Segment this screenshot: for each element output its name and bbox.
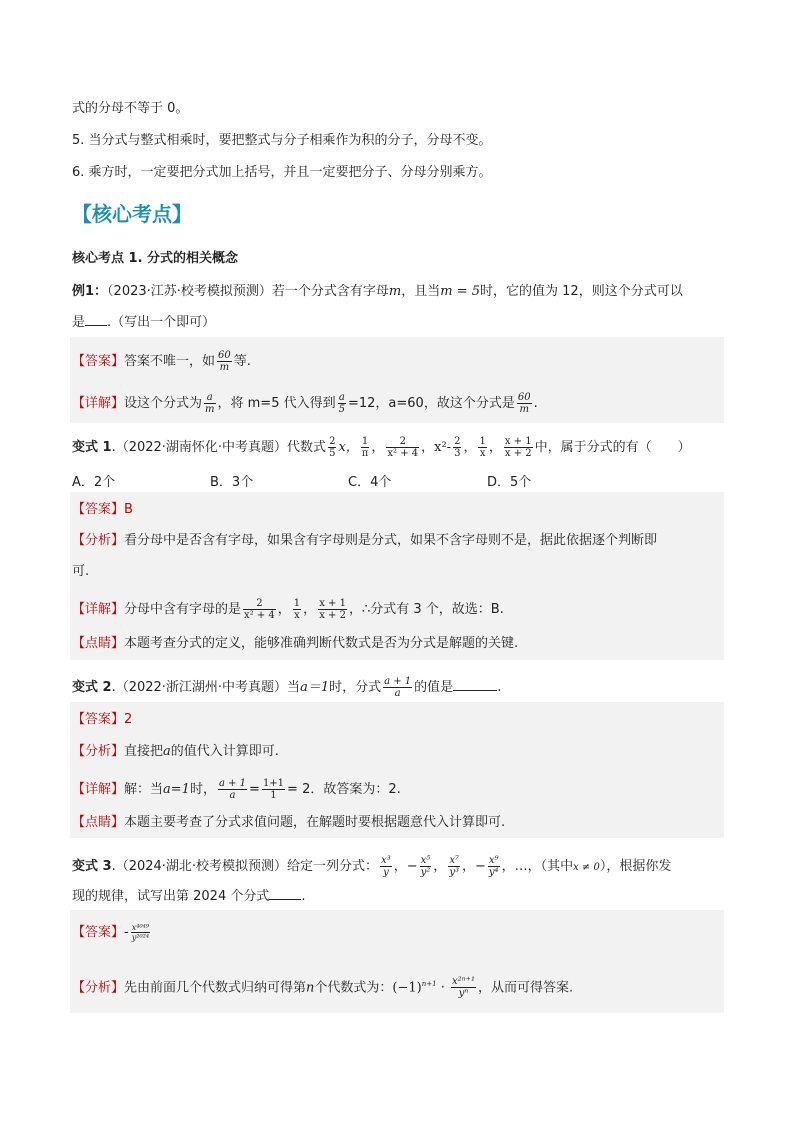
variant3-question: 变式 3.（2024·湖北·校考模拟预测）给定一列分式： $\frac{\text{x³}}{y}$ ，− $\frac{\text{x⁵}}{\text{y²}}$ ， $\frac{\text{x⁷}}{\text{y³}}$ ，− $\frac{\text{x⁹}}{\text{y⁴}}$ ，…，（其中x ≠ 0），根据你发	[72, 855, 672, 878]
variant2-comment: 【点睛】本题主要考查了分式求值问题，在解题时要根据题意代入计算即可.	[72, 815, 506, 830]
variant2-detail: 【详解】解：当a=1时， $\frac{a + 1}{a}$ = $\frac{1+1}{1}$ = 2．故答案为：2.	[72, 778, 401, 801]
variant1-answer: 【答案】B	[72, 502, 133, 517]
variant2-question: 变式 2.（2022·浙江湖州·中考真题）当a＝1时，分式 $\frac{a + 1}{a}$ 的值是 .	[72, 676, 502, 699]
example1-detail: 【详解】设这个分式为 $\frac{a}{m}$ ，将 m=5 代入得到 $\frac{a}{5}$ =12，a=60，故这个分式是 $\frac{60}{m}$ .	[72, 392, 538, 415]
variant2-analysis: 【分析】直接把a的值代入计算即可.	[72, 744, 279, 759]
subsection-title: 核心考点 1. 分式的相关概念	[72, 251, 239, 266]
example1-question-cont: 是 .（写出一个即可）	[72, 315, 216, 330]
example1-answer: 【答案】答案不唯一，如 $\frac{60}{m}$ 等.	[72, 350, 251, 373]
variant1-solution-box	[70, 492, 724, 660]
intro-line-1: 式的分母不等于 0。	[72, 101, 189, 116]
intro-line-5: 5. 当分式与整式相乘时，要把整式与分子相乘作为积的分子，分母不变。	[72, 133, 492, 148]
variant2-answer: 【答案】2	[72, 712, 133, 727]
variant1-detail: 【详解】分母中含有字母的是 $\frac{2}{\text{x² + 4}}$ ， $\frac{1}{x}$ ， $\frac{x + 1}{x + 2}$ ，∴分式有 3 个，故选：B.	[72, 598, 504, 621]
variant3-analysis: 【分析】先由前面几个代数式归纳可得第n个代数式为：$(-1)^{n+1}$ · $\frac{\text{x²ⁿ⁺¹}}{\text{yⁿ}}$ ，从而可得答案.	[72, 976, 574, 1000]
variant1-analysis-cont: 可.	[72, 564, 90, 579]
option-b: B．3个	[210, 475, 254, 490]
variant1-question: 变式 1.（2022·湖南怀化·中考真题）代数式 $\frac{2}{5}$ x， $\frac{1}{\pi}$ ， $\frac{2}{\text{x² + 4}}$ ，x²- $\frac{2}{3}$ ， $\frac{1}{x}$ ， $\frac{x + 1}{x + 2}$ 中，属于分式的有（ ）	[72, 436, 691, 459]
variant3-question-cont: 现的规律，试写出第 2024 个分式 .	[72, 889, 306, 904]
variant1-comment: 【点睛】本题考查分式的定义，能够准确判断代数式是否为分式是解题的关键.	[72, 636, 519, 651]
variant3-answer: 【答案】- $\frac{\text{x⁴⁰⁴⁹}}{\text{y²⁰²⁴}}$	[72, 923, 150, 942]
option-c: C．4个	[348, 475, 392, 490]
option-a: A．2个	[72, 475, 116, 490]
section-heading: 【核心考点】	[72, 202, 192, 226]
example1-question: 例1：（2023·江苏·校考模拟预测）若一个分式含有字母m，且当m = 5时，它的值为 12，则这个分式可以	[72, 284, 683, 299]
intro-line-6: 6. 乘方时，一定要把分式加上括号，并且一定要把分子、分母分别乘方。	[72, 165, 492, 180]
variant1-analysis: 【分析】看分母中是否含有字母，如果含有字母则是分式，如果不含字母则不是，据此依据逐个判断即	[72, 533, 658, 548]
option-d: D．5个	[487, 475, 532, 490]
